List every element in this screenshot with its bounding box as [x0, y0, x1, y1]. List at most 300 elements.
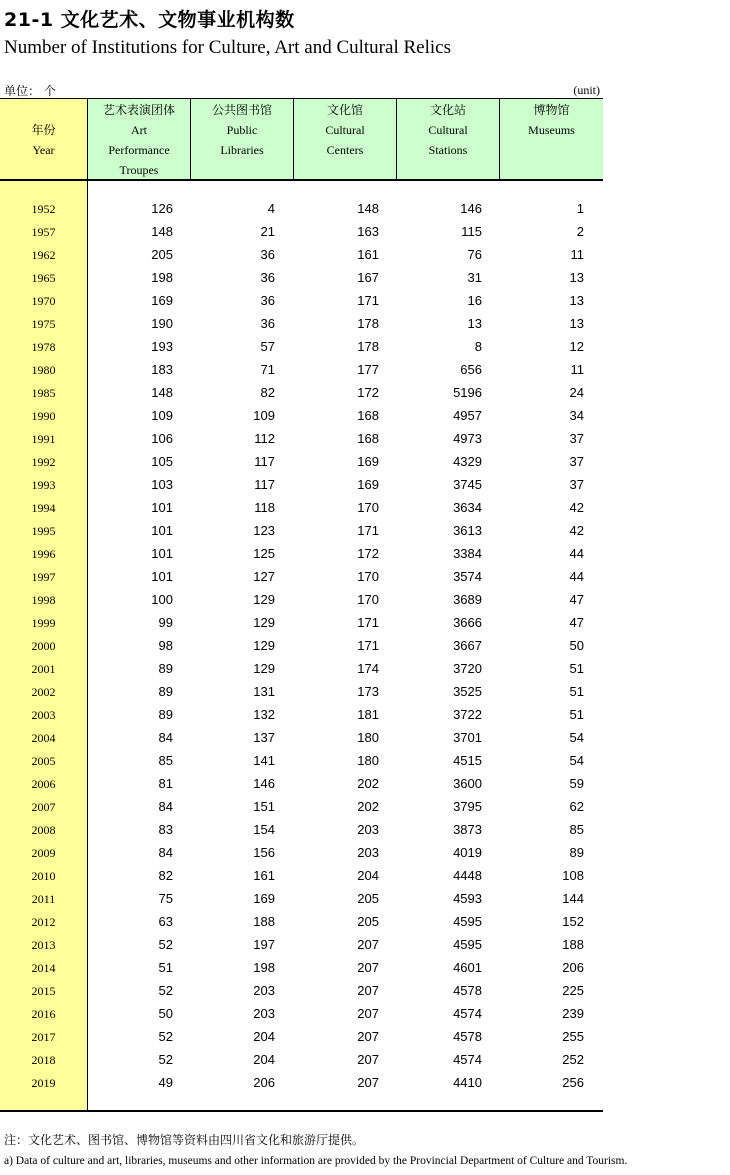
header-cultural-stations-cn: 文化站 [429, 103, 466, 117]
header-art-troupes-en-1: Art [131, 123, 147, 137]
table-row [0, 519, 603, 542]
cell-year: 2000 [31, 639, 56, 653]
cell-cultural-stations: 3525 [453, 684, 482, 699]
cell-museums: 206 [562, 960, 584, 975]
table-row [0, 1002, 603, 1025]
cell-libraries: 188 [253, 914, 275, 929]
table-row [0, 335, 603, 358]
table-row [0, 703, 603, 726]
cell-art-troupes: 103 [151, 477, 173, 492]
cell-art-troupes: 183 [151, 362, 173, 377]
cell-cultural-centers: 167 [357, 270, 379, 285]
cell-cultural-stations: 76 [467, 247, 482, 262]
cell-year: 1975 [31, 317, 56, 331]
cell-cultural-stations: 3574 [453, 569, 482, 584]
cell-cultural-centers: 148 [357, 201, 379, 216]
cell-art-troupes: 190 [151, 316, 173, 331]
cell-cultural-stations: 4515 [453, 753, 482, 768]
cell-cultural-stations: 4019 [453, 845, 482, 860]
cell-cultural-stations: 4329 [453, 454, 482, 469]
table-row [0, 1048, 603, 1071]
cell-year: 2004 [31, 731, 56, 745]
header-cultural-stations-en-1: Cultural [428, 123, 468, 137]
cell-museums: 152 [562, 914, 584, 929]
cell-year: 2009 [31, 846, 56, 860]
cell-museums: 188 [562, 937, 584, 952]
cell-libraries: 198 [253, 960, 275, 975]
cell-cultural-stations: 4957 [453, 408, 482, 423]
footnote-en: a) Data of culture and art, libraries, museums and other information are provided by the Provincial Department of Culture and Tourism. [4, 1155, 628, 1167]
cell-museums: 59 [569, 776, 584, 791]
cell-museums: 256 [562, 1075, 584, 1090]
cell-art-troupes: 98 [158, 638, 173, 653]
cell-art-troupes: 84 [158, 799, 173, 814]
cell-cultural-stations: 3689 [453, 592, 482, 607]
cell-cultural-centers: 174 [357, 661, 379, 676]
cell-art-troupes: 205 [151, 247, 173, 262]
table-row [0, 634, 603, 657]
unit-label-cn: 单位： 个 [4, 84, 56, 98]
table-row [0, 496, 603, 519]
table-row [0, 910, 603, 933]
table-top-rule [0, 98, 603, 99]
cell-year: 1995 [31, 524, 56, 538]
cell-libraries: 36 [260, 270, 275, 285]
cell-year: 1962 [31, 248, 56, 262]
cell-museums: 47 [569, 592, 584, 607]
cell-cultural-centers: 207 [357, 1006, 379, 1021]
table-row [0, 657, 603, 680]
cell-cultural-stations: 4410 [453, 1075, 482, 1090]
cell-libraries: 137 [253, 730, 275, 745]
cell-museums: 11 [570, 247, 584, 262]
cell-museums: 239 [562, 1006, 584, 1021]
cell-museums: 13 [569, 293, 584, 308]
cell-libraries: 154 [253, 822, 275, 837]
cell-year: 1978 [31, 340, 56, 354]
cell-cultural-centers: 205 [357, 891, 379, 906]
cell-libraries: 156 [253, 845, 275, 860]
cell-cultural-stations: 115 [461, 224, 482, 239]
cell-cultural-centers: 171 [357, 523, 379, 538]
table-row [0, 312, 603, 335]
cell-libraries: 151 [253, 799, 275, 814]
cell-museums: 108 [562, 868, 584, 883]
cell-cultural-stations: 8 [474, 339, 482, 354]
table-row [0, 266, 603, 289]
cell-libraries: 129 [253, 638, 275, 653]
header-art-troupes-en-2: Performance [108, 143, 170, 157]
table-row [0, 565, 603, 588]
cell-year: 1991 [31, 432, 56, 446]
cell-cultural-stations: 16 [467, 293, 482, 308]
cell-museums: 13 [569, 316, 584, 331]
cell-art-troupes: 75 [158, 891, 173, 906]
cell-year: 2010 [31, 869, 56, 883]
page-title-cn: 21-1 文化艺术、文物事业机构数 [4, 9, 295, 31]
header-year [0, 100, 87, 180]
cell-art-troupes: 126 [151, 201, 173, 216]
cell-cultural-stations: 3720 [453, 661, 482, 676]
cell-museums: 54 [569, 730, 584, 745]
table-row [0, 864, 603, 887]
cell-art-troupes: 83 [158, 822, 173, 837]
cell-libraries: 127 [253, 569, 275, 584]
cell-cultural-centers: 171 [357, 293, 379, 308]
header-cultural-centers-en-1: Cultural [325, 123, 365, 137]
cell-art-troupes: 89 [158, 684, 173, 699]
cell-libraries: 203 [253, 983, 275, 998]
cell-cultural-centers: 169 [357, 454, 379, 469]
cell-cultural-centers: 178 [357, 316, 379, 331]
cell-cultural-stations: 4578 [453, 1029, 482, 1044]
header-cultural-centers [294, 100, 396, 180]
cell-cultural-centers: 207 [357, 1029, 379, 1044]
table-body [0, 197, 603, 1094]
cell-libraries: 129 [253, 661, 275, 676]
cell-cultural-centers: 170 [357, 569, 379, 584]
cell-year: 1992 [31, 455, 56, 469]
header-art-troupes-en-3: Troupes [119, 163, 159, 177]
cell-cultural-centers: 207 [357, 937, 379, 952]
header-libraries-cn: 公共图书馆 [211, 103, 272, 117]
table-row [0, 956, 603, 979]
cell-year: 2012 [31, 915, 56, 929]
cell-cultural-centers: 173 [357, 684, 379, 699]
cell-libraries: 146 [253, 776, 275, 791]
cell-year: 1957 [31, 225, 56, 239]
table-row [0, 473, 603, 496]
cell-cultural-centers: 168 [357, 431, 379, 446]
header-year-cn: 年份 [31, 123, 56, 137]
cell-cultural-stations: 4448 [453, 868, 482, 883]
table-row [0, 450, 603, 473]
cell-cultural-stations: 3701 [453, 730, 482, 745]
table-row [0, 427, 603, 450]
cell-libraries: 57 [260, 339, 275, 354]
cell-cultural-stations: 3600 [453, 776, 482, 791]
table-row [0, 979, 603, 1002]
cell-cultural-stations: 4574 [453, 1006, 482, 1021]
cell-museums: 85 [569, 822, 584, 837]
cell-cultural-centers: 207 [357, 1075, 379, 1090]
cell-cultural-stations: 4973 [453, 431, 482, 446]
cell-year: 1994 [31, 501, 56, 515]
cell-libraries: 36 [260, 247, 275, 262]
cell-cultural-stations: 4578 [453, 983, 482, 998]
cell-art-troupes: 99 [158, 615, 173, 630]
table-row [0, 404, 603, 427]
table-row [0, 933, 603, 956]
cell-cultural-stations: 656 [460, 362, 482, 377]
cell-year: 2005 [31, 754, 56, 768]
cell-art-troupes: 100 [151, 592, 173, 607]
cell-art-troupes: 109 [151, 408, 173, 423]
header-year-en: Year [32, 143, 55, 157]
cell-libraries: 109 [253, 408, 275, 423]
cell-cultural-centers: 163 [357, 224, 379, 239]
cell-art-troupes: 101 [151, 523, 173, 538]
cell-libraries: 129 [253, 592, 275, 607]
cell-cultural-centers: 207 [357, 1052, 379, 1067]
cell-year: 2018 [31, 1053, 56, 1067]
table-row [0, 220, 603, 243]
cell-cultural-centers: 169 [357, 477, 379, 492]
cell-year: 2015 [31, 984, 56, 998]
cell-cultural-centers: 207 [357, 960, 379, 975]
cell-museums: 37 [569, 431, 584, 446]
cell-cultural-centers: 170 [357, 592, 379, 607]
cell-art-troupes: 82 [158, 868, 173, 883]
cell-year: 1999 [31, 616, 56, 630]
cell-libraries: 21 [260, 224, 275, 239]
header-cultural-centers-en-2: Centers [326, 143, 364, 157]
table-row [0, 611, 603, 634]
cell-libraries: 36 [260, 293, 275, 308]
cell-libraries: 131 [253, 684, 275, 699]
cell-cultural-stations: 4574 [453, 1052, 482, 1067]
cell-art-troupes: 101 [151, 569, 173, 584]
cell-museums: 62 [569, 799, 584, 814]
cell-libraries: 204 [253, 1029, 275, 1044]
cell-museums: 11 [570, 362, 584, 377]
cell-art-troupes: 169 [151, 293, 173, 308]
cell-museums: 51 [569, 684, 584, 699]
cell-cultural-centers: 172 [357, 385, 379, 400]
cell-libraries: 197 [253, 937, 275, 952]
cell-art-troupes: 193 [151, 339, 173, 354]
header-museums [500, 100, 603, 180]
cell-year: 2003 [31, 708, 56, 722]
cell-year: 2008 [31, 823, 56, 837]
table-bottom-rule [0, 1110, 603, 1112]
cell-year: 2001 [31, 662, 56, 676]
table-row [0, 243, 603, 266]
cell-libraries: 125 [253, 546, 275, 561]
cell-art-troupes: 101 [151, 500, 173, 515]
header-cultural-stations-en-2: Stations [428, 143, 468, 157]
table-row [0, 381, 603, 404]
cell-museums: 34 [569, 408, 584, 423]
cell-art-troupes: 148 [151, 385, 173, 400]
cell-cultural-centers: 202 [357, 776, 379, 791]
cell-museums: 89 [569, 845, 584, 860]
cell-libraries: 117 [254, 454, 275, 469]
cell-libraries: 161 [253, 868, 275, 883]
cell-year: 1970 [31, 294, 56, 308]
cell-year: 1965 [31, 271, 56, 285]
cell-art-troupes: 51 [158, 960, 173, 975]
cell-libraries: 82 [260, 385, 275, 400]
cell-cultural-stations: 4593 [453, 891, 482, 906]
cell-year: 1997 [31, 570, 56, 584]
cell-cultural-centers: 178 [357, 339, 379, 354]
cell-museums: 54 [569, 753, 584, 768]
cell-museums: 13 [569, 270, 584, 285]
header-art-troupes [88, 100, 190, 180]
header-art-troupes-cn: 艺术表演团体 [102, 103, 175, 117]
cell-museums: 1 [576, 201, 584, 216]
cell-cultural-centers: 171 [357, 638, 379, 653]
cell-museums: 37 [569, 477, 584, 492]
cell-libraries: 204 [253, 1052, 275, 1067]
cell-cultural-stations: 3873 [453, 822, 482, 837]
table-row [0, 749, 603, 772]
cell-museums: 42 [569, 523, 584, 538]
cell-museums: 51 [569, 661, 584, 676]
cell-libraries: 132 [253, 707, 275, 722]
cell-cultural-stations: 3613 [453, 523, 482, 538]
cell-cultural-centers: 177 [357, 362, 379, 377]
cell-cultural-stations: 5196 [453, 385, 482, 400]
table-row [0, 818, 603, 841]
cell-museums: 24 [569, 385, 584, 400]
cell-cultural-centers: 205 [357, 914, 379, 929]
cell-museums: 50 [569, 638, 584, 653]
cell-cultural-centers: 202 [357, 799, 379, 814]
cell-libraries: 129 [253, 615, 275, 630]
header-libraries [191, 100, 293, 180]
cell-cultural-stations: 3745 [453, 477, 482, 492]
header-museums-cn: 博物馆 [533, 103, 570, 117]
cell-museums: 252 [562, 1052, 584, 1067]
cell-cultural-centers: 171 [357, 615, 379, 630]
cell-cultural-centers: 181 [357, 707, 379, 722]
cell-year: 2006 [31, 777, 56, 791]
cell-year: 2016 [31, 1007, 56, 1021]
cell-art-troupes: 50 [158, 1006, 173, 1021]
cell-museums: 44 [569, 546, 584, 561]
cell-year: 1985 [31, 386, 56, 400]
table-row [0, 726, 603, 749]
table-row [0, 1071, 603, 1094]
cell-art-troupes: 89 [158, 661, 173, 676]
cell-cultural-stations: 146 [460, 201, 482, 216]
cell-libraries: 123 [253, 523, 275, 538]
header-libraries-en-1: Public [226, 123, 258, 137]
cell-art-troupes: 85 [158, 753, 173, 768]
header-libraries-en-2: Libraries [220, 143, 264, 157]
table-row [0, 197, 603, 220]
header-cultural-stations [397, 100, 499, 180]
cell-museums: 37 [569, 454, 584, 469]
cell-art-troupes: 106 [151, 431, 173, 446]
cell-year: 2017 [31, 1030, 56, 1044]
cell-cultural-stations: 3667 [453, 638, 482, 653]
header-museums-en: Museums [528, 123, 575, 137]
cell-cultural-stations: 4595 [453, 914, 482, 929]
cell-libraries: 117 [254, 477, 275, 492]
cell-cultural-stations: 3722 [453, 707, 482, 722]
cell-libraries: 4 [267, 201, 275, 216]
cell-cultural-centers: 204 [357, 868, 379, 883]
cell-cultural-stations: 4601 [453, 960, 482, 975]
cell-museums: 255 [562, 1029, 584, 1044]
table-row [0, 358, 603, 381]
cell-art-troupes: 89 [158, 707, 173, 722]
cell-year: 1990 [31, 409, 56, 423]
cell-art-troupes: 63 [158, 914, 173, 929]
cell-year: 1998 [31, 593, 56, 607]
table-row [0, 1025, 603, 1048]
cell-art-troupes: 52 [158, 1052, 173, 1067]
cell-museums: 12 [569, 339, 584, 354]
cell-museums: 42 [569, 500, 584, 515]
cell-museums: 51 [569, 707, 584, 722]
cell-cultural-centers: 180 [357, 730, 379, 745]
cell-libraries: 141 [253, 753, 275, 768]
cell-art-troupes: 101 [151, 546, 173, 561]
cell-libraries: 112 [254, 431, 275, 446]
cell-museums: 2 [576, 224, 584, 239]
cell-libraries: 118 [254, 500, 275, 515]
cell-year: 1980 [31, 363, 56, 377]
cell-year: 1996 [31, 547, 56, 561]
cell-art-troupes: 52 [158, 1029, 173, 1044]
cell-year: 2019 [31, 1076, 56, 1090]
cell-cultural-stations: 3634 [453, 500, 482, 515]
cell-cultural-centers: 161 [357, 247, 379, 262]
cell-cultural-centers: 168 [357, 408, 379, 423]
cell-art-troupes: 148 [151, 224, 173, 239]
header-cultural-centers-cn: 文化馆 [326, 103, 363, 117]
cell-libraries: 206 [253, 1075, 275, 1090]
cell-cultural-centers: 170 [357, 500, 379, 515]
cell-year: 2007 [31, 800, 56, 814]
cell-cultural-centers: 180 [357, 753, 379, 768]
cell-year: 1952 [31, 202, 56, 216]
cell-museums: 225 [562, 983, 584, 998]
cell-year: 2013 [31, 938, 56, 952]
cell-cultural-stations: 3666 [453, 615, 482, 630]
cell-year: 2011 [31, 892, 56, 906]
cell-year: 1993 [31, 478, 56, 492]
cell-museums: 144 [562, 891, 584, 906]
cell-libraries: 169 [253, 891, 275, 906]
cell-cultural-centers: 172 [357, 546, 379, 561]
table-row [0, 289, 603, 312]
cell-libraries: 36 [260, 316, 275, 331]
table-row [0, 588, 603, 611]
cell-cultural-centers: 203 [357, 822, 379, 837]
cell-museums: 47 [569, 615, 584, 630]
table-row [0, 542, 603, 565]
cell-art-troupes: 52 [158, 983, 173, 998]
cell-libraries: 203 [253, 1006, 275, 1021]
table-row [0, 887, 603, 910]
table-row [0, 680, 603, 703]
cell-cultural-stations: 3384 [453, 546, 482, 561]
cell-cultural-centers: 203 [357, 845, 379, 860]
cell-year: 2014 [31, 961, 56, 975]
cell-libraries: 71 [260, 362, 275, 377]
cell-art-troupes: 81 [158, 776, 173, 791]
unit-label-en: (unit) [573, 83, 600, 97]
table-row [0, 841, 603, 864]
cell-museums: 44 [569, 569, 584, 584]
table-row [0, 772, 603, 795]
page-title-en: Number of Institutions for Culture, Art and Cultural Relics [4, 37, 451, 58]
cell-year: 2002 [31, 685, 56, 699]
cell-art-troupes: 105 [151, 454, 173, 469]
footnote-cn: 注：文化艺术、图书馆、博物馆等资料由四川省文化和旅游厅提供。 [4, 1133, 365, 1147]
cell-art-troupes: 198 [151, 270, 173, 285]
cell-cultural-stations: 13 [467, 316, 482, 331]
cell-cultural-stations: 4595 [453, 937, 482, 952]
cell-cultural-stations: 31 [467, 270, 482, 285]
cell-cultural-centers: 207 [357, 983, 379, 998]
cell-cultural-stations: 3795 [453, 799, 482, 814]
